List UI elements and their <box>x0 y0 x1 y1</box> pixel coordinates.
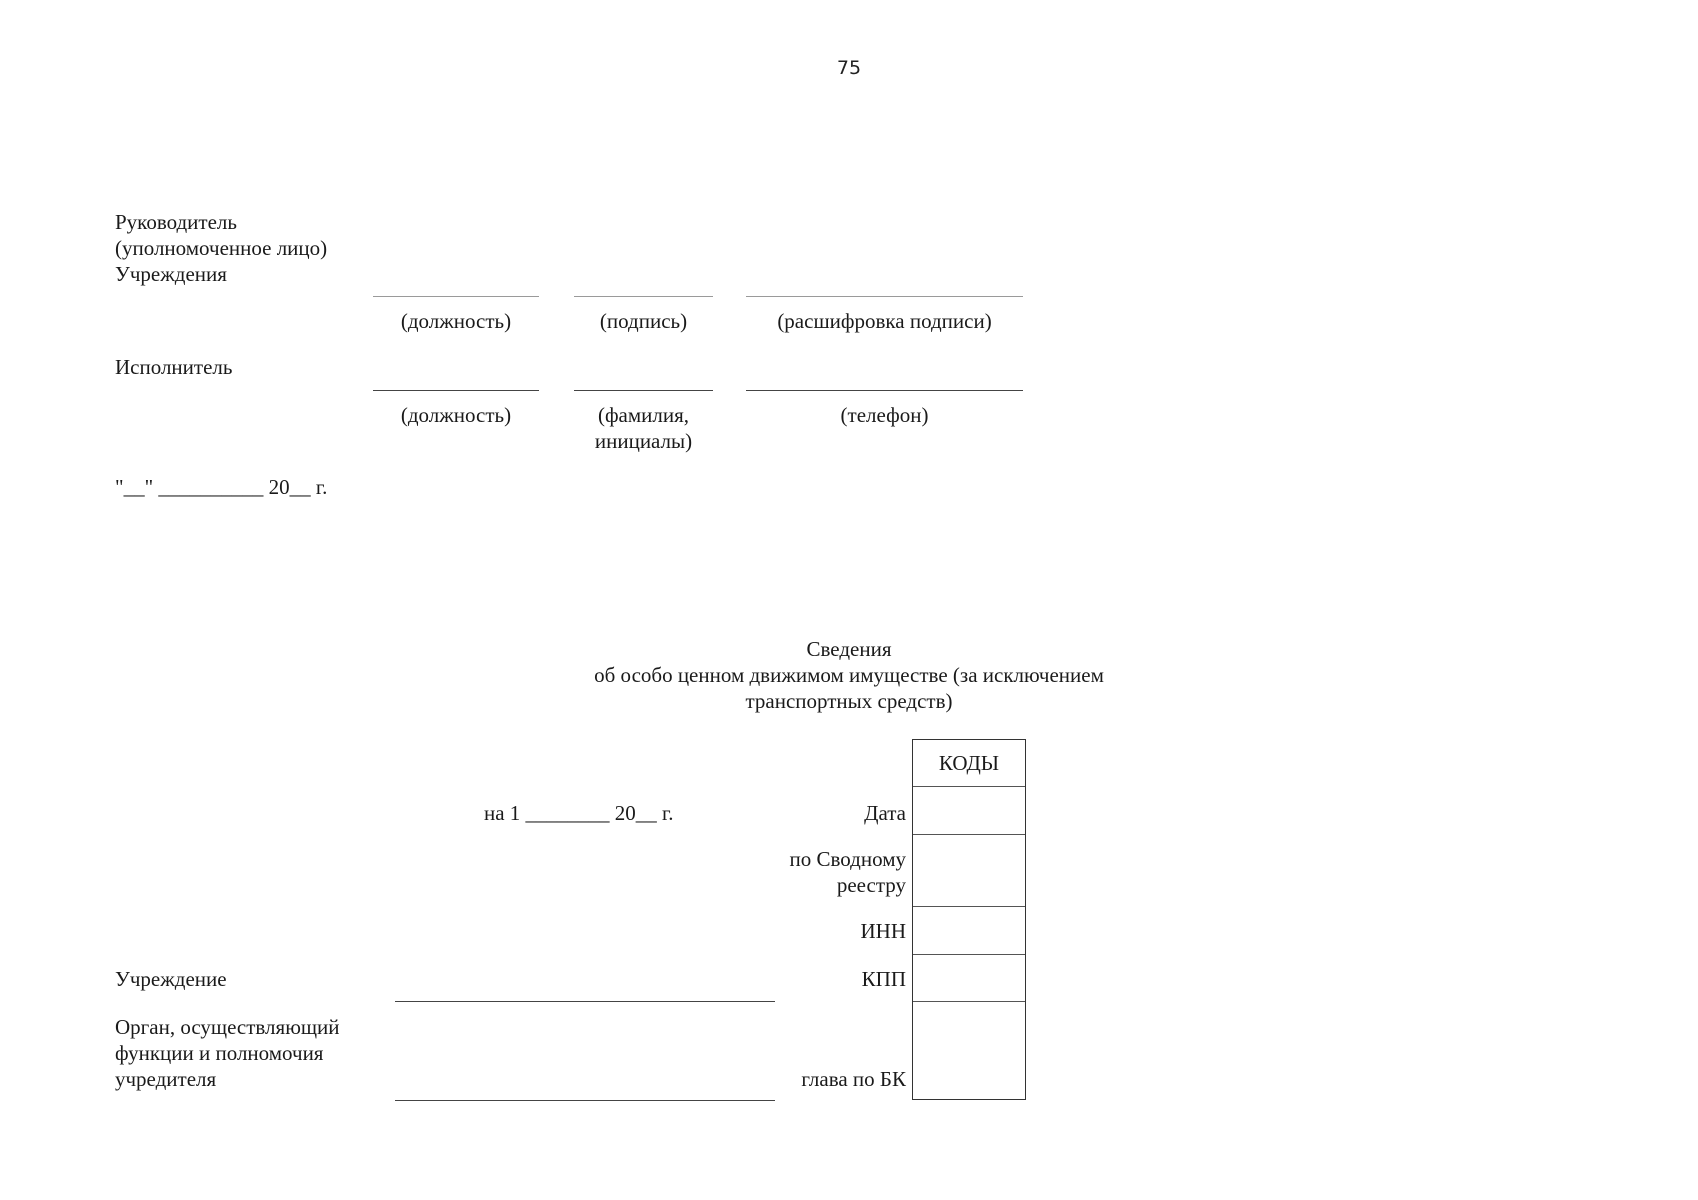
head-label-line-2: (уполномоченное лицо) <box>115 236 328 260</box>
executor-name-caption-line-2: инициалы) <box>594 429 693 453</box>
codes-inn-cell[interactable] <box>913 907 1025 955</box>
codes-bk-cell[interactable] <box>913 1002 1025 1099</box>
head-signature-decoding-line[interactable] <box>746 296 1023 297</box>
founder-label-line-2: функции и полномочия <box>115 1041 324 1065</box>
codes-registry-cell[interactable] <box>913 835 1025 907</box>
founder-label-line-1: Орган, осуществляющий <box>115 1015 340 1039</box>
executor-phone-caption: (телефон) <box>840 403 929 427</box>
executor-label: Исполнитель <box>115 355 233 379</box>
codes-kpp-label: КПП <box>861 967 906 991</box>
codes-date-cell[interactable] <box>913 787 1025 835</box>
codes-registry-label-line-2: реестру <box>836 873 906 897</box>
head-label-line-1: Руководитель <box>115 210 237 234</box>
institution-label: Учреждение <box>115 967 227 991</box>
executor-name-caption <box>574 402 713 454</box>
head-signature-decoding-caption: (расшифровка подписи) <box>777 309 992 333</box>
codes-inn-label: ИНН <box>860 919 906 943</box>
head-position-line[interactable] <box>373 296 539 297</box>
codes-header: КОДЫ <box>913 740 1025 787</box>
document-title-line-3: транспортных средств) <box>745 689 953 713</box>
head-label <box>115 209 327 287</box>
codes-date-label: Дата <box>864 801 906 825</box>
document-title <box>0 636 1698 714</box>
codes-registry-label <box>790 846 906 898</box>
executor-position-line[interactable] <box>373 390 539 391</box>
document-title-line-1: Сведения <box>806 637 892 661</box>
founder-label <box>115 1014 340 1092</box>
signature-date-line[interactable]: "__" __________ 20__ г. <box>115 475 328 499</box>
codes-registry-label-line-1: по Сводному <box>789 847 906 871</box>
executor-position-caption: (должность) <box>400 403 512 427</box>
head-label-line-3: Учреждения <box>115 262 227 286</box>
founder-label-line-3: учредителя <box>115 1067 217 1091</box>
document-title-line-2: об особо ценном движимом имуществе (за исключением <box>594 663 1104 687</box>
executor-phone-line[interactable] <box>746 390 1023 391</box>
head-signature-line[interactable] <box>574 296 713 297</box>
executor-name-line[interactable] <box>574 390 713 391</box>
head-signature-caption: (подпись) <box>599 309 688 333</box>
codes-bk-label: глава по БК <box>801 1067 906 1091</box>
institution-line[interactable] <box>395 1001 775 1002</box>
founder-line[interactable] <box>395 1100 775 1101</box>
report-date[interactable]: на 1 ________ 20__ г. <box>484 801 674 825</box>
executor-name-caption-line-1: (фамилия, <box>597 403 690 427</box>
page-number: 75 <box>836 57 862 79</box>
codes-kpp-cell[interactable] <box>913 955 1025 1002</box>
head-position-caption: (должность) <box>400 309 512 333</box>
codes-table <box>912 739 1026 1100</box>
